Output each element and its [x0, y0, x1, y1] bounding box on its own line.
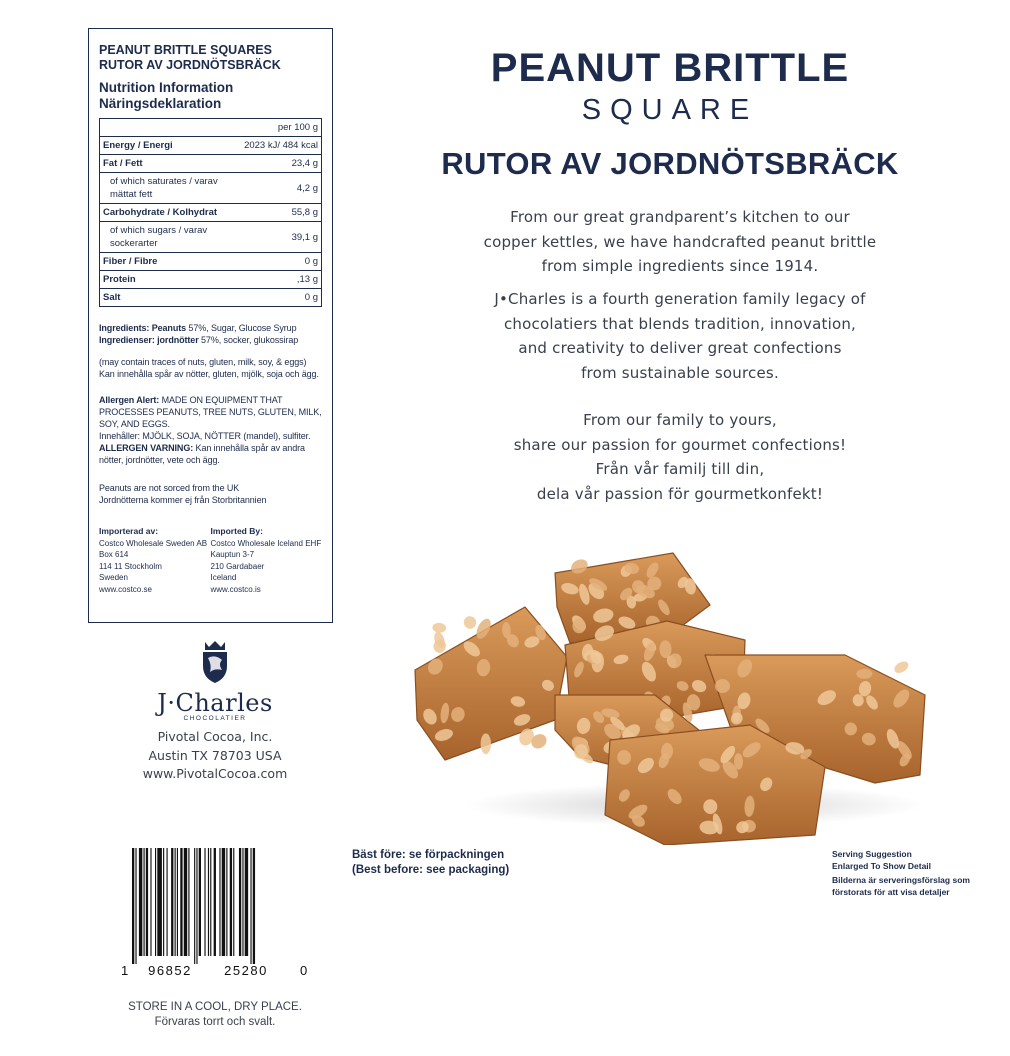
per-100g: per 100 g — [241, 119, 321, 137]
serving-line-2: Enlarged To Show Detail — [832, 860, 932, 871]
best-before — [352, 848, 509, 878]
importer-line: Sweden — [99, 573, 128, 582]
importer-line: 114 11 Stockholm — [99, 561, 162, 571]
serving-line-4: förstorats för att visa detaljer — [832, 886, 950, 897]
storage-en: STORE IN A COOL, DRY PLACE. — [128, 1001, 302, 1013]
barcode-bar — [245, 848, 248, 956]
barcode-bar — [157, 848, 162, 956]
importer-line: Costco Wholesale Iceland EHF — [210, 538, 322, 548]
nutrient-label: Protein — [100, 271, 242, 289]
nutrition-heading-sv: Näringsdeklaration — [99, 96, 222, 111]
story-paragraph-3 — [380, 408, 980, 506]
nutrient-label: Fat / Fett — [100, 155, 242, 173]
nutrient-label: of which saturates / varav mättat fett — [100, 173, 242, 204]
story-line: from sustainable sources. — [581, 363, 779, 382]
traces — [99, 356, 322, 380]
story-line: copper kettles, we have handcrafted peanut brittle — [483, 232, 877, 251]
best-before-en: (Best before: see packaging) — [352, 864, 510, 876]
origin-en: Peanuts are not sorced from the UK — [99, 483, 240, 493]
barcode-bar — [184, 848, 187, 956]
barcode-bar — [204, 848, 205, 956]
nutrient-label: Carbohydrate / Kolhydrat — [100, 204, 242, 222]
story-line: share our passion for gourmet confections! — [513, 435, 847, 454]
serving-line-1: Serving Suggestion — [832, 849, 912, 859]
crest-icon — [198, 638, 232, 684]
peanut — [892, 659, 910, 675]
story-line: and creativity to deliver great confections — [518, 339, 842, 357]
storage-instructions — [90, 1000, 340, 1030]
nutrient-value: 0 g — [241, 289, 321, 307]
nutrient-value: 4,2 g — [241, 173, 321, 204]
importer-line: Kauptun 3-7 — [210, 550, 255, 559]
barcode-bar — [139, 848, 142, 956]
nutrition-table — [99, 118, 322, 307]
story-line: dela vår passion för gourmetkonfekt! — [536, 484, 824, 503]
nutrient-label: Energy / Energi — [100, 137, 242, 155]
title-sub: SQUARE — [581, 94, 759, 126]
story-line: From our great grandparent’s kitchen to our — [510, 208, 850, 226]
story-line: From our family to yours, — [583, 411, 777, 429]
story-paragraph-1 — [380, 205, 980, 279]
barcode-bar — [146, 848, 148, 956]
nutrient-label: Salt — [100, 289, 242, 307]
importer-sweden — [99, 526, 211, 595]
ingredients-en-label: Ingredients: Peanuts — [99, 323, 187, 333]
allergen-contains: Innehåller: MJÖLK, SOJA, NÖTTER (mandel), sulfiter. — [99, 431, 311, 441]
barcode-bar — [214, 848, 216, 956]
barcode-bar — [188, 848, 189, 956]
barcode-bar — [210, 848, 211, 956]
serving-line-3: Bilderna är serveringsförslag som — [832, 875, 970, 885]
nutrition-row — [100, 204, 322, 222]
nutrient-label: Fiber / Fibre — [100, 253, 242, 271]
nutrient-label: of which sugars / varav sockerarter — [100, 222, 242, 253]
peanut — [432, 622, 447, 633]
barcode-bar — [222, 848, 225, 956]
barcode-bar — [194, 848, 195, 964]
barcode-bar — [144, 848, 145, 956]
allergen-warn: Kan innehålla spår av andra nötter, jordnötter, vete och ägg. — [99, 443, 305, 465]
barcode-digit-1: 1 — [121, 963, 129, 978]
barcode-bar — [196, 848, 197, 964]
barcode-bar — [239, 848, 241, 956]
barcode-bar — [163, 848, 164, 956]
barcode-group-1: 96852 — [148, 963, 192, 978]
nutrition-row — [100, 173, 322, 204]
traces-sv: Kan innehålla spår av nötter, gluten, mjölk, soja och ägg. — [99, 369, 319, 379]
barcode-digit-2: 0 — [300, 963, 308, 978]
importer-iceland — [211, 526, 323, 595]
importer-line: 210 Gardabaer — [210, 561, 265, 571]
nutrition-heading — [99, 79, 322, 112]
barcode-bar — [150, 848, 151, 956]
nutrient-value: 55,8 g — [241, 204, 321, 222]
nutrient-value: 2023 kJ/ 484 kcal — [241, 137, 321, 155]
importer-line: Costco Wholesale Sweden AB — [99, 538, 208, 548]
barcode-bar — [175, 848, 176, 956]
barcode-bar — [219, 848, 220, 956]
peanut — [481, 733, 491, 754]
nutrition-row — [100, 137, 322, 155]
ingredients-sv-label: Ingredienser: jordnötter — [99, 335, 199, 345]
brand-logo — [130, 638, 300, 722]
company-line: Pivotal Cocoa, Inc. — [157, 729, 273, 744]
barcode-bar — [171, 848, 173, 956]
nutrient-value: 39,1 g — [241, 222, 321, 253]
title-main: PEANUT BRITTLE — [490, 46, 850, 90]
importer-line: www.costco.se — [99, 584, 152, 594]
nutrition-row — [100, 253, 322, 271]
barcode — [118, 842, 310, 982]
peanut — [856, 669, 872, 679]
story-line: J•Charles is a fourth generation family legacy of — [494, 290, 866, 308]
barcode-bar — [250, 848, 251, 964]
nutrition-panel — [88, 28, 333, 623]
allergen-label: Allergen Alert: — [99, 395, 160, 405]
nutrition-row — [100, 222, 322, 253]
nutrient-value: 0 g — [241, 253, 321, 271]
nutrition-row — [100, 289, 322, 307]
story-line: from simple ingredients since 1914. — [541, 257, 819, 275]
brand-name: J·Charles — [157, 689, 273, 717]
barcode-bar — [135, 848, 136, 964]
nutrition-row — [100, 271, 322, 289]
origin — [99, 482, 322, 506]
barcode-bar — [155, 848, 156, 956]
serving-suggestion — [832, 849, 970, 898]
barcode-bar — [233, 848, 234, 956]
nutrition-row — [100, 155, 322, 173]
importers — [99, 526, 322, 595]
traces-en: (may contain traces of nuts, gluten, milk, soy, & eggs) — [99, 357, 307, 367]
barcode-group-2: 25280 — [224, 963, 268, 978]
ingredients — [99, 322, 322, 346]
story-paragraph-2 — [380, 287, 980, 385]
company-address — [120, 728, 310, 784]
importer-line: Box 614 — [99, 550, 129, 559]
barcode-bar — [242, 848, 243, 956]
barcode-bar — [253, 848, 255, 964]
best-before-sv: Bäst före: se förpackningen — [352, 849, 505, 861]
barcode-bar — [199, 848, 201, 956]
importer-line: www.costco.is — [210, 584, 261, 594]
nutrient-value: ,13 g — [241, 271, 321, 289]
story-line: chocolatiers that blends tradition, innovation, — [503, 314, 857, 333]
allergen-text: MADE ON EQUIPMENT THAT PROCESSES PEANUTS, TREE NUTS, GLUTEN, MILK, SOY, AND EGGS. — [99, 395, 322, 429]
importer-line: Iceland — [210, 573, 237, 582]
barcode-bar — [177, 848, 178, 956]
barcode-bar — [167, 848, 168, 956]
story-line: Från vår familj till din, — [595, 460, 765, 478]
company-line: www.PivotalCocoa.com — [142, 766, 288, 781]
peanut — [432, 638, 448, 654]
title-swedish: RUTOR AV JORDNÖTSBRÄCK — [441, 146, 899, 181]
product-title-en: PEANUT BRITTLE SQUARES — [99, 43, 272, 57]
barcode-bar — [180, 848, 182, 956]
ingredients-sv: 57%, socker, glukossirap — [198, 335, 299, 345]
brand-tagline: CHOCOLATIER — [183, 715, 247, 722]
allergen-warn-label: ALLERGEN VARNING: — [99, 443, 194, 453]
barcode-bar — [230, 848, 232, 956]
allergen-alert — [99, 394, 322, 466]
nutrition-heading-en: Nutrition Information — [99, 80, 234, 95]
peanut-brittle-photo — [405, 545, 935, 845]
nutrient-value: 23,4 g — [241, 155, 321, 173]
barcode-bar — [132, 848, 134, 964]
importer-iceland-heading: Imported By: — [210, 526, 263, 536]
importer-sweden-heading: Importerad av: — [99, 526, 159, 536]
barcode-bar — [226, 848, 227, 956]
company-line: Austin TX 78703 USA — [148, 747, 282, 763]
peanut — [463, 615, 477, 629]
ingredients-en: 57%, Sugar, Glucose Syrup — [186, 323, 297, 333]
product-title-sv: RUTOR AV JORDNÖTSBRÄCK — [99, 58, 281, 72]
storage-sv: Förvaras torrt och svalt. — [154, 1016, 276, 1028]
barcode-bar — [208, 848, 209, 956]
origin-sv: Jordnötterna kommer ej från Storbritannien — [99, 495, 267, 505]
